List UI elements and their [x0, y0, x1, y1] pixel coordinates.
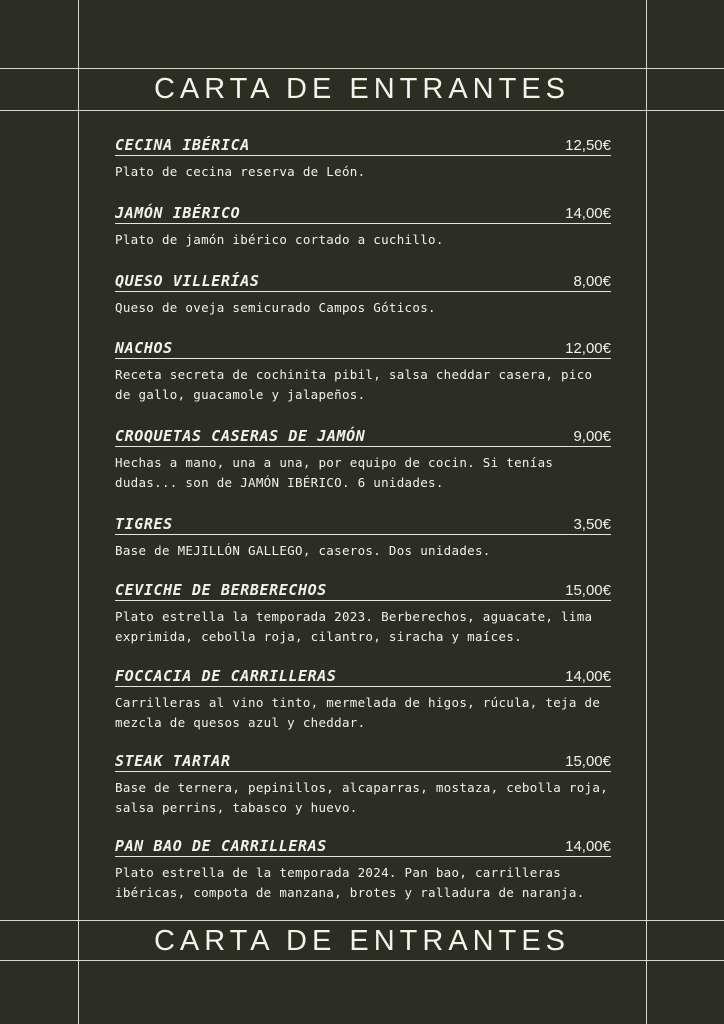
item-description: Plato de jamón ibérico cortado a cuchillo.: [115, 232, 444, 247]
item-name: JAMÓN IBÉRICO: [115, 204, 241, 222]
item-description: Carrilleras al vino tinto, mermelada de higos, rúcula, teja de mezcla de quesos azul y cheddar.: [115, 695, 601, 730]
frame-line-right: [646, 0, 647, 1024]
page-title-top: CARTA DE ENTRANTES: [153, 73, 571, 105]
item-description: Plato de cecina reserva de León.: [115, 164, 366, 179]
item-name: QUESO VILLERÍAS: [115, 272, 260, 290]
item-description: Base de MEJILLÓN GALLEGO, caseros. Dos unidades.: [115, 543, 491, 558]
item-price: 8,00€: [573, 273, 611, 290]
item-description: Plato estrella la temporada 2023. Berberechos, aguacate, lima exprimida, cebolla roja, cilantro, siracha y maíces.: [115, 609, 593, 644]
item-price: 14,00€: [565, 205, 611, 222]
item-description: Plato estrella de la temporada 2024. Pan bao, carrilleras ibéricas, compota de manzana, brotes y ralladura de naranja.: [115, 865, 585, 900]
item-description: Hechas a mano, una a una, por equipo de cocin. Si tenías dudas... son de JAMÓN IBÉRICO. 6 unidades.: [115, 455, 554, 490]
menu-item: [115, 664, 611, 733]
item-name: CECINA IBÉRICA: [115, 136, 250, 154]
item-name: PAN BAO DE CARRILLERAS: [115, 837, 327, 855]
menu-item: [115, 336, 611, 405]
item-name: CEVICHE DE BERBERECHOS: [115, 581, 327, 599]
item-price: 12,00€: [565, 340, 611, 357]
item-price: 14,00€: [565, 668, 611, 685]
menu-item: [115, 269, 611, 318]
item-price: 12,50€: [565, 137, 611, 154]
menu-item: [115, 834, 611, 903]
item-price: 15,00€: [565, 582, 611, 599]
menu-item: [115, 578, 611, 647]
item-price: 3,50€: [573, 516, 611, 533]
menu-item: [115, 512, 611, 561]
item-description: Queso de oveja semicurado Campos Góticos.: [115, 300, 436, 315]
menu-item: [115, 424, 611, 493]
item-name: NACHOS: [115, 339, 173, 357]
item-description: Base de ternera, pepinillos, alcaparras, mostaza, cebolla roja, salsa perrins, tabasco y huevo.: [115, 780, 609, 815]
menu-item: [115, 201, 611, 250]
item-name: TIGRES: [115, 515, 173, 533]
frame-line-top-2: [0, 110, 724, 111]
menu-item: [115, 749, 611, 818]
item-price: 9,00€: [573, 428, 611, 445]
item-name: FOCCACIA DE CARRILLERAS: [115, 667, 337, 685]
item-name: STEAK TARTAR: [115, 752, 231, 770]
item-price: 15,00€: [565, 753, 611, 770]
page-title-bottom: CARTA DE ENTRANTES: [153, 925, 571, 957]
item-name: CROQUETAS CASERAS DE JAMÓN: [115, 427, 366, 445]
item-price: 14,00€: [565, 838, 611, 855]
frame-line-left: [78, 0, 79, 1024]
menu-item: [115, 133, 611, 182]
item-description: Receta secreta de cochinita pibil, salsa cheddar casera, pico de gallo, guacamole y jalapeños.: [115, 367, 593, 402]
